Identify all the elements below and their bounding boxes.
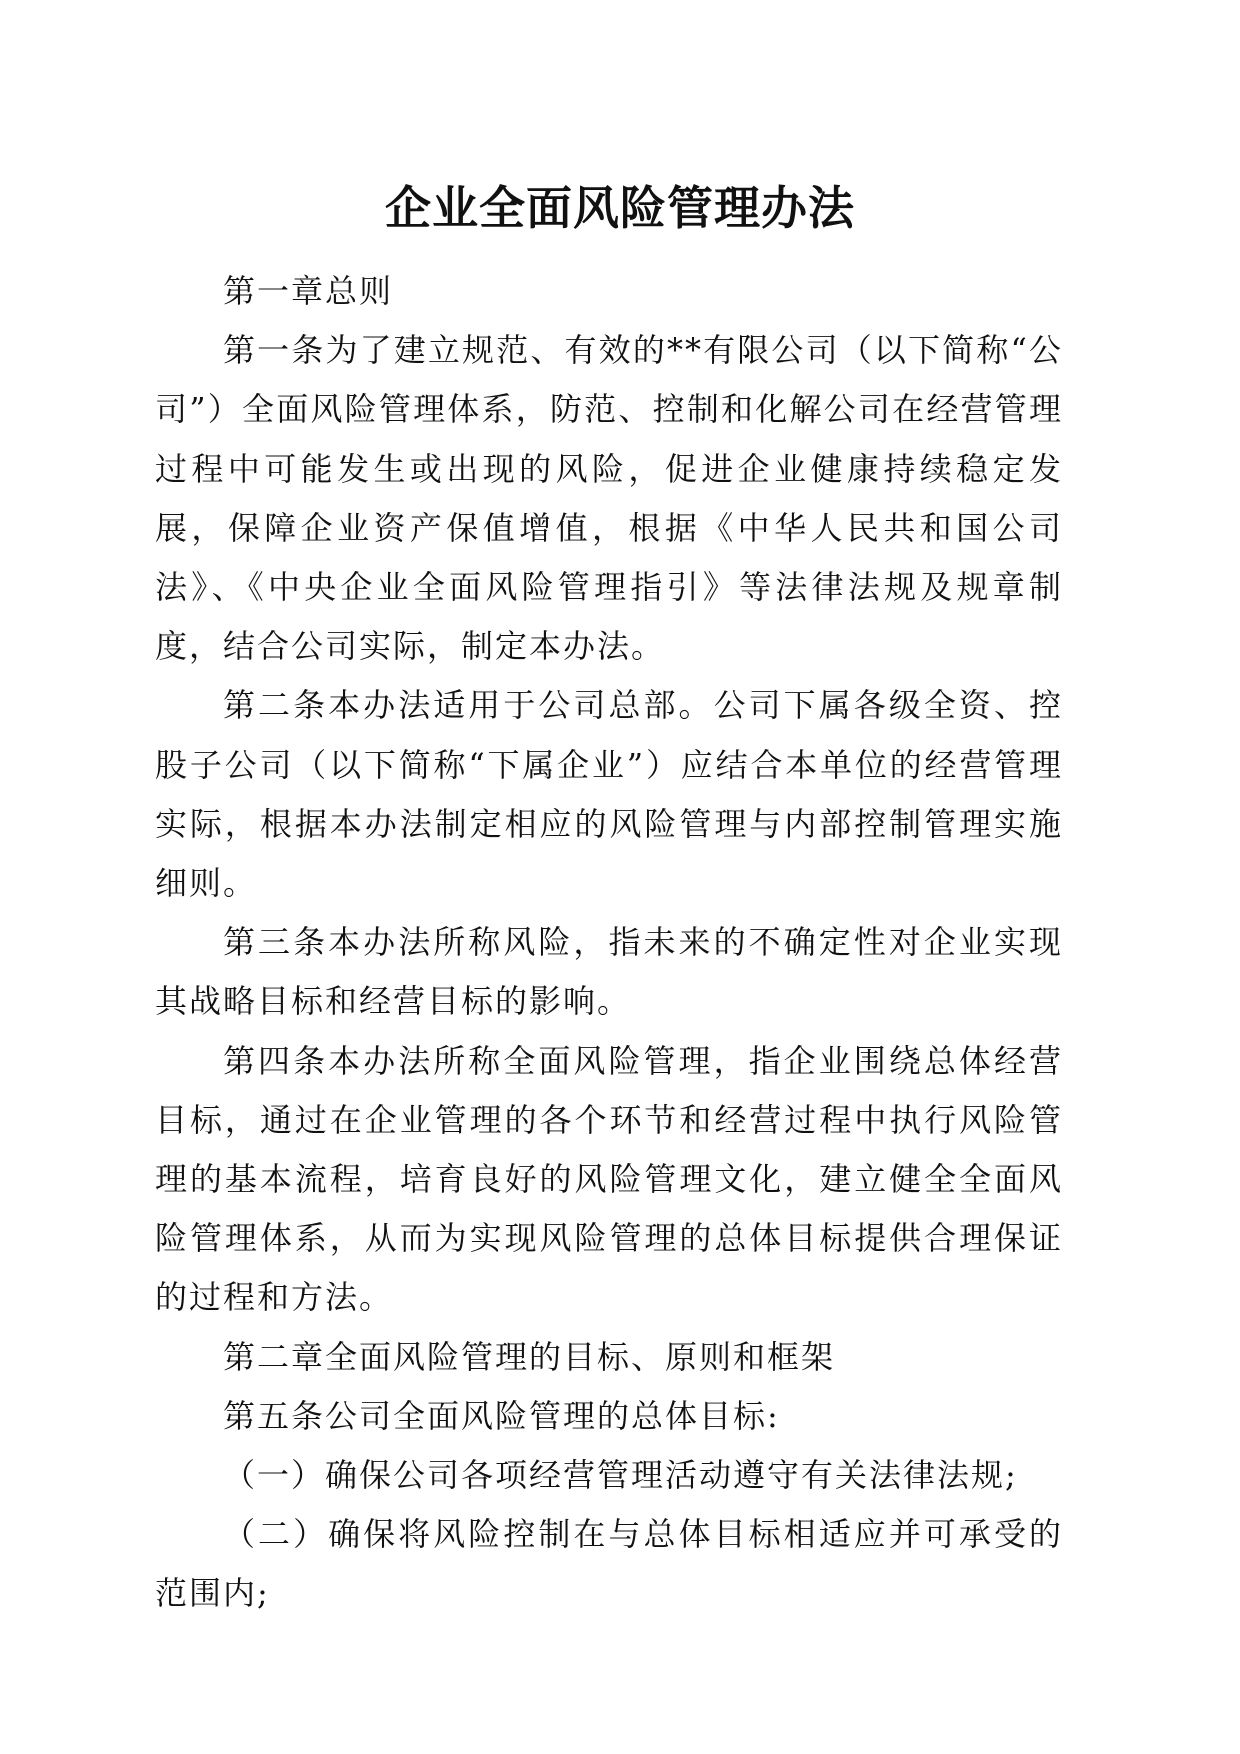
chapter-1-heading: 第一章总则 [223, 272, 394, 310]
article-5-item-1: （一）确保公司各项经营管理活动遵守有关法律法规; [223, 1456, 1018, 1495]
chapter-2-heading: 第二章全面风险管理的目标、原则和框架 [223, 1337, 836, 1376]
article-3-paragraph: 第三条本办法所称风险，指未来的不确定性对企业实现其战略目标和经营目标的影响。 [155, 923, 1063, 1021]
article-5-item-2: （二）确保将风险控制在与总体目标相适应并可承受的范围内; [155, 1515, 1063, 1613]
article-5-paragraph: 第五条公司全面风险管理的总体目标: [223, 1396, 780, 1435]
article-2-paragraph: 第二条本办法适用于公司总部。公司下属各级全资、控股子公司（以下简称“下属企业”）应结合本单位的经营管理实际，根据本办法制定相应的风险管理与内部控制管理实施细则。 [155, 686, 1063, 903]
document-body [155, 262, 1063, 1624]
article-1-paragraph: 第一条为了建立规范、有效的**有限公司（以下简称“公司”）全面风险管理体系，防范、控制和化解公司在经营管理过程中可能发生或出现的风险，促进企业健康持续稳定发展，保障企业资产保值增值，根据《中华人民共和国公司法》、《中央企业全面风险管理指引》等法律法规及规章制度，结合公司实际，制定本办法。 [155, 331, 1063, 666]
document-title: 企业全面风险管理办法 [385, 181, 855, 235]
article-4-paragraph: 第四条本办法所称全面风险管理，指企业围绕总体经营目标，通过在企业管理的各个环节和经营过程中执行风险管理的基本流程，培育良好的风险管理文化，建立健全全面风险管理体系，从而为实现风险管理的总体目标提供合理保证的过程和方法。 [155, 1041, 1063, 1317]
